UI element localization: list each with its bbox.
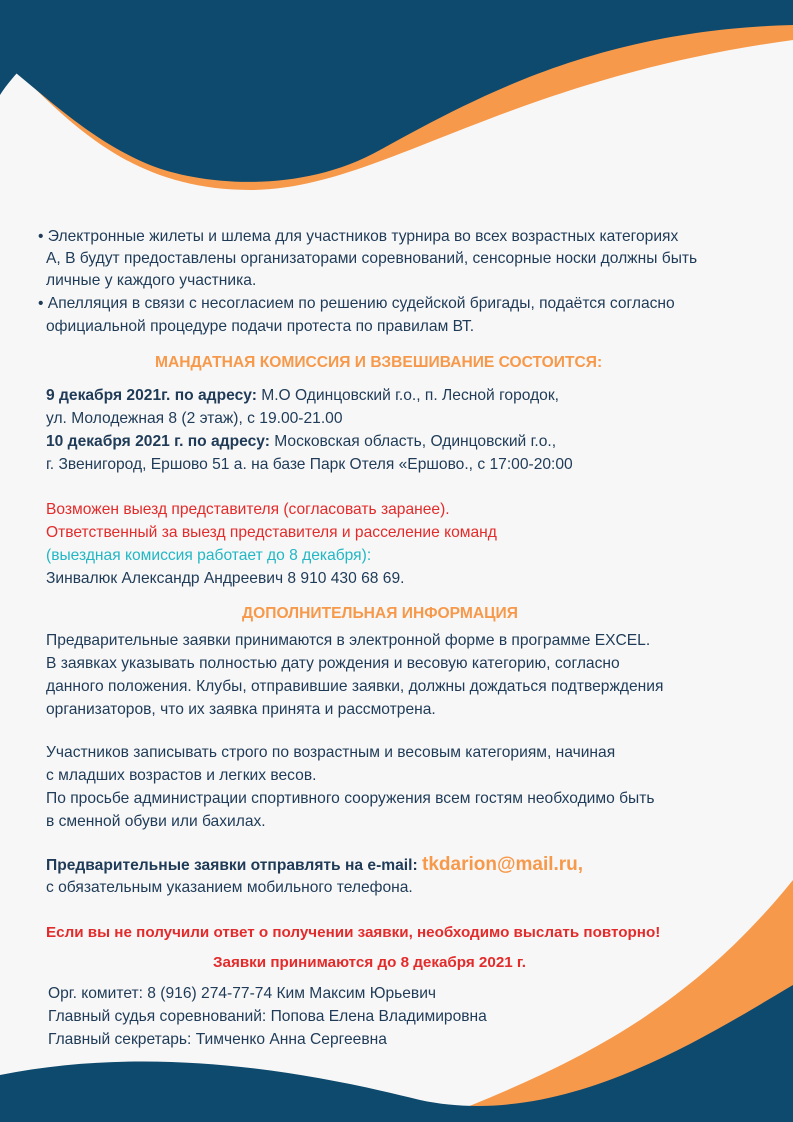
visit-contact: Зинвалюк Александр Андреевич 8 910 430 68 69. bbox=[46, 570, 405, 587]
mandate-date-1-label: 9 декабря 2021г. по адресу: bbox=[46, 387, 257, 404]
application-note: с обязательным указанием мобильного телефона. bbox=[46, 879, 413, 896]
bullet-2-line-2: официальной процедуре подачи протеста по правилам ВТ. bbox=[46, 318, 475, 335]
visit-line-1: Возможен выезд представителя (согласовать заранее). bbox=[46, 501, 450, 518]
mandate-date-1-line-1 bbox=[46, 385, 559, 408]
bullet-1-line-1: • Электронные жилеты и шлема для участников турнира во всех возрастных категориях bbox=[38, 228, 679, 245]
mandate-date-2-label: 10 декабря 2021 г. по адресу: bbox=[46, 433, 270, 450]
additional-p2-line-1: Участников записывать строго по возрастным и весовым категориям, начиная bbox=[46, 744, 616, 761]
additional-p1-line-2: В заявках указывать полностью дату рождения и весовую категорию, согласно bbox=[46, 655, 620, 672]
mandate-date-2-line-2: г. Звенигород, Ершово 51 а. на базе Парк Отеля «Ершово., с 17:00-20:00 bbox=[46, 456, 573, 473]
bullet-2-line-1: • Апелляция в связи с несогласием по решению судейской бригады, подаётся согласно bbox=[38, 295, 675, 312]
warning-line-2: Заявки принимаются до 8 декабря 2021 г. bbox=[213, 954, 526, 971]
visit-line-2: Ответственный за выезд представителя и расселение команд bbox=[46, 524, 497, 541]
mandate-date-2-line-1 bbox=[46, 431, 556, 454]
additional-p1-line-1: Предварительные заявки принимаются в электронной форме в программе EXCEL. bbox=[46, 632, 651, 649]
additional-heading: ДОПОЛНИТЕЛЬНАЯ ИНФОРМАЦИЯ bbox=[242, 605, 518, 622]
application-email[interactable]: tkdarion@mail.ru, bbox=[422, 854, 584, 875]
mandate-date-2-address: Московская область, Одинцовский г.о., bbox=[269, 433, 557, 450]
contact-chief-judge: Главный судья соревнований: Попова Елена Владимировна bbox=[48, 1008, 487, 1025]
contact-org-committee: Орг. комитет: 8 (916) 274-77-74 Ким Максим Юрьевич bbox=[48, 985, 437, 1002]
mandate-date-1-address: М.О Одинцовский г.о., п. Лесной городок, bbox=[256, 387, 560, 404]
mandate-date-1-line-2: ул. Молодежная 8 (2 этаж), с 19.00-21.00 bbox=[46, 410, 343, 427]
application-label: Предварительные заявки отправлять на e-mail: bbox=[46, 857, 422, 874]
additional-p2-line-4: в сменной обуви или бахилах. bbox=[46, 813, 266, 830]
additional-p2-line-3: По просьбе администрации спортивного сооружения всем гостям необходимо быть bbox=[46, 790, 655, 807]
bullet-1-line-3: личные у каждого участника. bbox=[46, 272, 257, 289]
visit-line-3: (выездная комиссия работает до 8 декабря): bbox=[46, 547, 372, 564]
application-line bbox=[46, 854, 583, 878]
mandate-heading: МАНДАТНАЯ КОМИССИЯ И ВЗВЕШИВАНИЕ СОСТОИТСЯ: bbox=[155, 354, 603, 371]
bullet-1-line-2: А, В будут предоставлены организаторами соревнований, сенсорные носки должны быть bbox=[46, 250, 698, 267]
warning-line-1: Если вы не получили ответ о получении заявки, необходимо выслать повторно! bbox=[46, 924, 661, 941]
contact-chief-secretary: Главный секретарь: Тимченко Анна Сергеевна bbox=[48, 1031, 387, 1048]
additional-p1-line-4: организаторов, что их заявка принята и рассмотрена. bbox=[46, 701, 436, 718]
additional-p2-line-2: с младших возрастов и легких весов. bbox=[46, 767, 317, 784]
additional-p1-line-3: данного положения. Клубы, отправившие заявки, должны дождаться подтверждения bbox=[46, 678, 664, 695]
